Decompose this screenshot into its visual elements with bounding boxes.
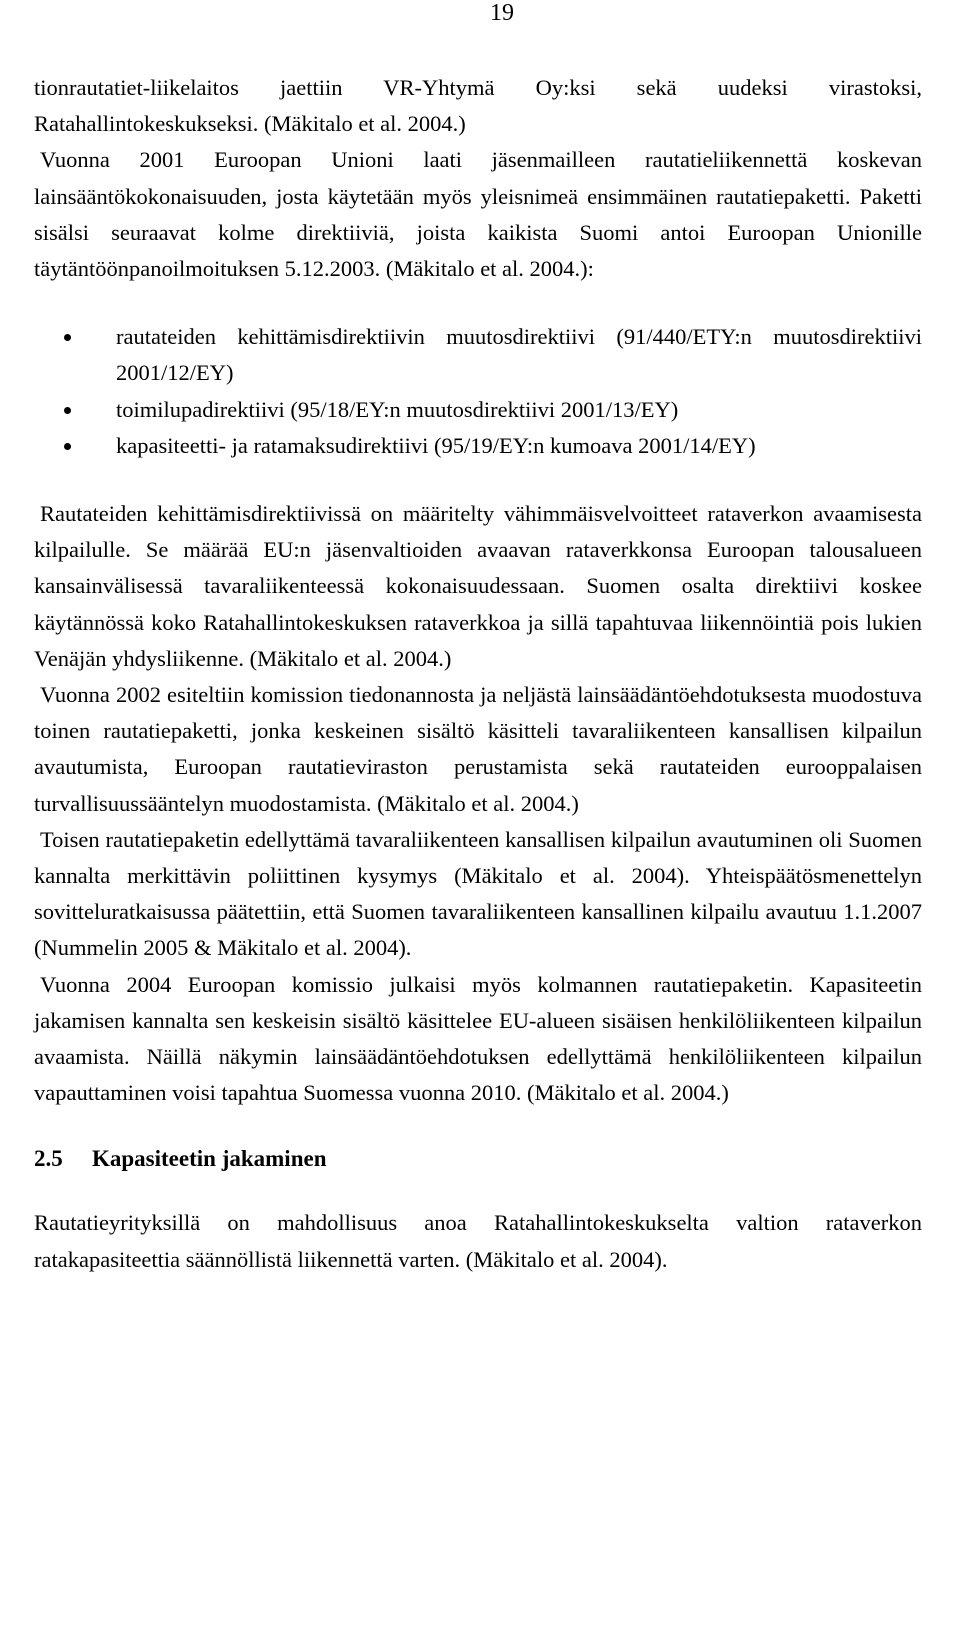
bullet-icon <box>64 443 71 450</box>
document-body <box>34 70 922 1278</box>
list-item-text: kapasiteetti- ja ratamaksudirektiivi (95/19/EY:n kumoava 2001/14/EY) <box>116 432 756 458</box>
bullet-icon <box>64 334 71 341</box>
paragraph: Vuonna 2004 Euroopan komissio julkaisi myös kolmannen rautatiepaketin. Kapasiteetin jakamisen kannalta sen keskeisin sisältö käsittelee EU-alueen sisäisen henkilöliikenteen kilpailun avaamista. Näillä näkymin lainsäädäntöehdotuksen edellyttämä henkilöliikenteen kilpailun vapauttaminen voisi tapahtua Suomessa vuonna 2010. (Mäkitalo et al. 2004.) <box>34 971 922 1106</box>
directive-list <box>34 319 922 464</box>
list-item <box>116 428 922 464</box>
paragraph: Toisen rautatiepaketin edellyttämä tavaraliikenteen kansallisen kilpailun avautuminen oli Suomen kannalta merkittävin poliittinen kysymys (Mäkitalo et al. 2004). Yhteispäätösmenettelyn sovitteluratkaisussa päätettiin, että Suomen tavaraliikenteen kansallinen kilpailu avautuu 1.1.2007 (Nummelin 2005 & Mäkitalo et al. 2004). <box>34 826 922 961</box>
paragraph: Vuonna 2002 esiteltiin komission tiedonannosta ja neljästä lainsäädäntöehdotuksesta muodostuva toinen rautatiepaketti, jonka keskeinen sisältö käsitteli tavaraliikenteen kansallisen kilpailun avautumista, Euroopan rautatieviraston perustamista sekä rautateiden eurooppalaisen turvallisuussääntelyn muodostamista. (Mäkitalo et al. 2004.) <box>34 682 922 816</box>
section-title: Kapasiteetin jakaminen <box>92 1146 327 1172</box>
paragraph: Vuonna 2001 Euroopan Unioni laati jäsenmailleen rautatieliikennettä koskevan lainsääntökokonaisuuden, josta käytetään myös yleisnimeä ensimmäinen rautatiepaketti. Paketti sisälsi seuraavat kolme direktiiviä, joista kaikista Suomi antoi Euroopan Unionille täytäntöönpanoilmoituksen 5.12.2003. (Mäkitalo et al. 2004.): <box>34 147 922 282</box>
paragraph: Rautatieyrityksillä on mahdollisuus anoa Ratahallintokeskukselta valtion rataverkon ratakapasiteettia säännöllistä liikennettä varten. (Mäkitalo et al. 2004). <box>34 1210 922 1272</box>
list-item-text: toimilupadirektiivi (95/18/EY:n muutosdirektiivi 2001/13/EY) <box>116 396 679 422</box>
section-number: 2.5 <box>34 1146 63 1172</box>
section-heading <box>34 1141 922 1177</box>
list-item <box>116 392 922 428</box>
list-item <box>116 319 922 391</box>
page-number: 19 <box>490 0 514 26</box>
bullet-icon <box>64 407 71 414</box>
list-item-text: rautateiden kehittämisdirektiivin muutosdirektiivi (91/440/ETY:n muutosdirektiivi 2001/12/EY) <box>116 324 922 386</box>
paragraph: tionrautatiet-liikelaitos jaettiin VR-Yhtymä Oy:ksi sekä uudeksi virastoksi, Ratahallintokeskukseksi. (Mäkitalo et al. 2004.) <box>34 75 922 137</box>
paragraph: Rautateiden kehittämisdirektiivissä on määritelty vähimmäisvelvoitteet rataverkon avaamisesta kilpailulle. Se määrää EU:n jäsenvaltioiden avaavan rataverkkonsa Euroopan talousalueen kansainvälisessä tavaraliikenteessä kokonaisuudessaan. Suomen osalta direktiivi koskee käytännössä koko Ratahallintokeskuksen rataverkkoa ja sillä tapahtuvaa liikennöintiä pois lukien Venäjän yhdysliikenne. (Mäkitalo et al. 2004.) <box>34 501 922 671</box>
